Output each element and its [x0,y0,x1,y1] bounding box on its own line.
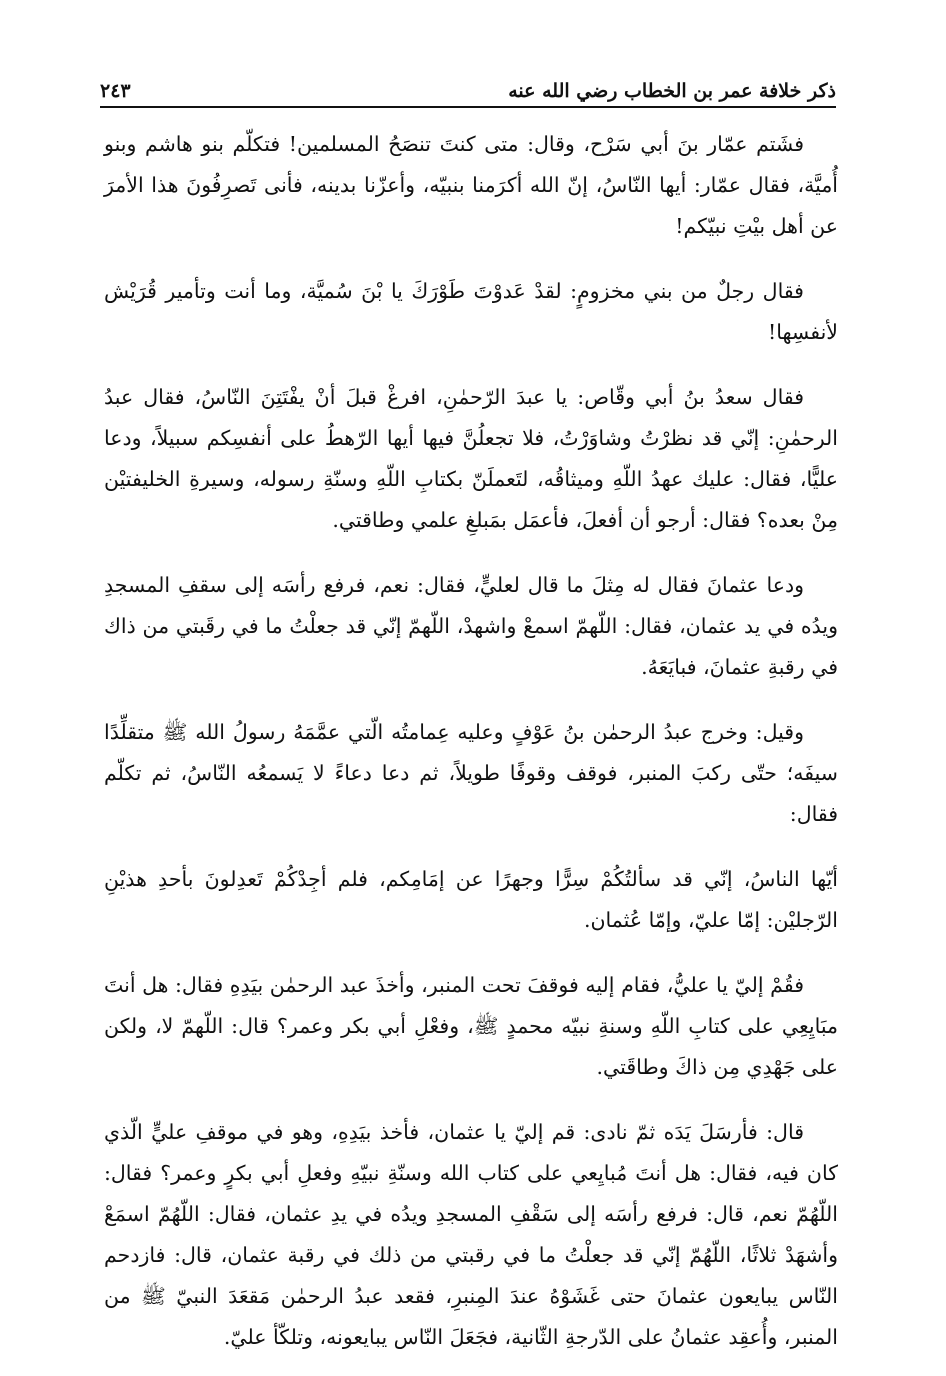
paragraph: فقال سعدُ بنُ أبي وقّاص: يا عبدَ الرّحمٰنِ، افرغْ قبلَ أنْ يفْتَتِنَ النّاسُ، فقال عبدُ الرحمٰنِ: إنّي قد نظرْتُ وشاوَرْتُ، فلا تجعلُنَّ فيها أيها الرّهطُ على أنفسِكم سبيلاً، ودعا عليًّا، فقال: عليك عهدُ اللّهِ وميثاقُه، لتَعملَنّ بكتابِ اللّهِ وسنّةِ رسوله، وسيرةِ الخليفتيْن مِنْ بعده؟ فقال: أرجو أن أفعلَ، فأعمَل بمَبلغِ علمي وطاقتي. [104,385,838,532]
page-body [104,124,838,1349]
page-number: ٢٤٣ [100,80,131,102]
running-header [100,62,836,102]
paragraph: قال: فأرسَلَ يَدَه ثمّ نادى: قم إليّ يا عثمان، فأخذ بيَدِهِ، وهو في موقفِ عليٍّ الّذي كان فيه، فقال: هل أنتَ مُبايِعي على كتاب الله وسنّةِ نبيّهِ وفعلِ أبي بكرٍ وعمر؟ فقال: اللّهُمّ نعم، قال: فرفع رأسَه إلى سَقْفِ المسجدِ ويدُه في يدِ عثمان، فقال: اللّهُمّ اسمَعْ وأشهَدْ ثلاثًا، اللّهُمّ إنّي قد جعلْتُ ما في رقبتي من ذلك في رقبة عثمان، قال: فازدحم النّاس يبايعون عثمانَ حتى غَشَوْهُ عندَ المِنبرِ، فقعد عبدُ الرحمٰن مَقعَدَ النبيّ ﷺ من المنبر، وأُعقِد عثمانُ على الدّرجةِ الثّانية، فجَعَلَ النّاس يبايعونه، وتلكّأ عليّ. [104,1120,838,1349]
paragraph: ودعا عثمانَ فقال له مِثلَ ما قال لعليٍّ، فقال: نعم، فرفع رأسَه إلى سقفِ المسجدِ ويدُه في يد عثمان، فقال: اللّهمّ اسمعْ واشهدْ، اللّهمّ إنّي قد جعلْتُ ما في رقَبتي من ذاك في رقبةِ عثمانَ، فبايَعَهُ. [104,573,838,679]
paragraph: أيّها الناسُ، إنّي قد سألتُكُمْ سِرًّا وجهرًا عن إمَامِكم، فلم أجِدْكُمْ تَعدِلونَ بأحدِ هذيْنِ الرّجليْن: إمّا عليّ، وإمّا عُثمان. [104,867,838,932]
chapter-title: ذكر خلافة عمر بن الخطاب رضي الله عنه [508,80,836,102]
paragraph: فقُمْ إليّ يا عليُّ، فقام إليه فوقفَ تحت المنبر، وأخذَ عبد الرحمٰن بيَدِهِ فقال: هل أنتَ مبَايِعِي على كتابِ اللّهِ وسنةِ نبيّه محمدٍ ﷺ، وفعْلِ أبي بكر وعمر؟ قال: اللّهمّ لا، ولكن على جَهْدِي مِن ذاكَ وطاقَتي. [104,973,838,1079]
paragraph: فقال رجلٌ من بني مخزومٍ: لقدْ عَدوْتَ طَوْرَكَ يا بْنَ سُميَّة، وما أنت وتأمير قُرَيْش لأنفسِها! [104,279,838,344]
paragraph: وقيل: وخرج عبدُ الرحمٰن بنُ عَوْفٍ وعليه عِمامتُه الّتي عمَّمَهُ رسولُ الله ﷺ متقلِّدًا سيفَه؛ حتّى ركبَ المنبر، فوقف وقوفًا طويلاً، ثم دعا دعاءً لا يَسمعُه النّاسُ، ثم تكلّم فقال: [104,720,838,826]
header-rule [100,106,836,108]
paragraph: فشَتم عمّار بنَ أبي سَرْح، وقال: متى كنتَ تنصَحُ المسلمين! فتكلّم بنو هاشم وبنو أُميَّة، فقال عمّار: أيها النّاسُ، إنّ الله أكرَمنا بنبيّه، وأعزّنا بدينه، فأنى تَصرِفُونَ هذا الأمرَ عن أهل بيْتِ نبيّكم! [104,132,838,238]
